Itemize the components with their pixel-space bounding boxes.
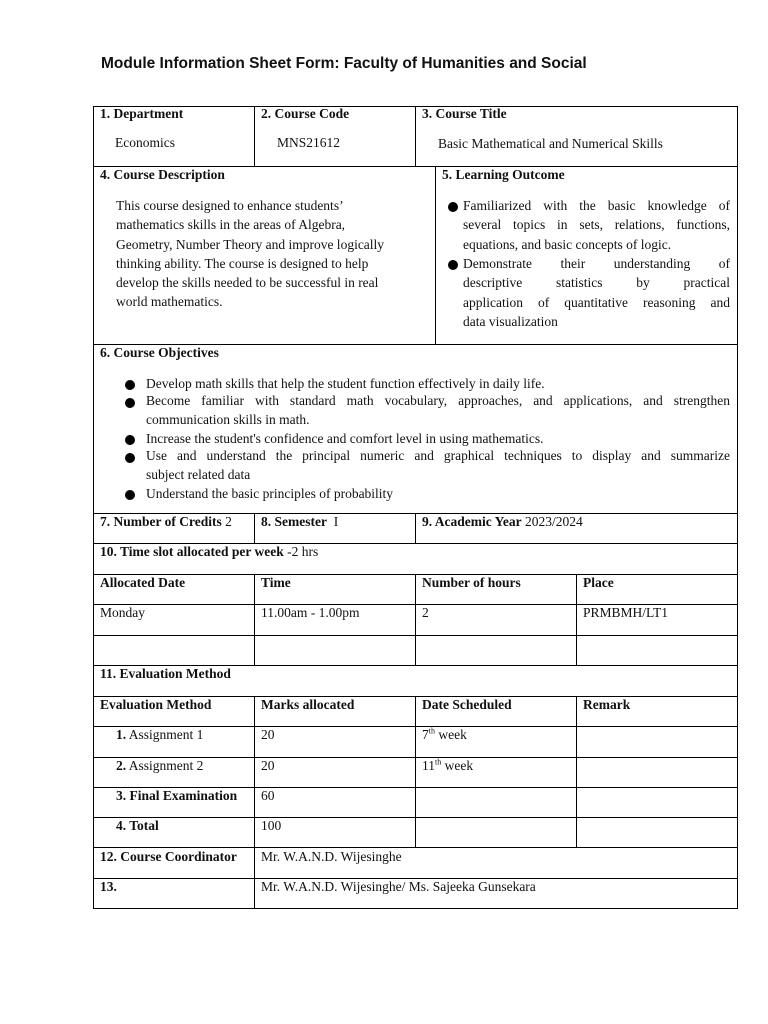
time-slot-value: -2 hrs	[287, 544, 319, 559]
semester-value: I	[333, 514, 339, 529]
evaluation-row-name: Total	[129, 818, 159, 833]
evaluation-row-number: 4.	[116, 818, 127, 833]
evaluation-row-method	[116, 816, 159, 835]
schedule-header-hours: Number of hours	[422, 575, 521, 590]
time-slot-cell	[100, 542, 318, 561]
course-code-label: 2. Course Code	[261, 106, 350, 121]
objective-item: Understand the basic principles of probability	[146, 486, 394, 501]
course-title-label: 3. Course Title	[422, 106, 507, 121]
description-line: develop the skills needed to be successful in real	[116, 275, 379, 291]
bullet-icon	[448, 260, 458, 270]
time-slot-label: 10. Time slot allocated per week	[100, 544, 284, 559]
bullet-icon	[125, 490, 135, 500]
learning-outcome-item: Demonstrate their understanding of descriptive statistics by practical application of quantitative reasoning and data visualization	[463, 256, 730, 329]
evaluation-row-marks: 20	[261, 727, 275, 742]
evaluation-row-number: 2.	[116, 758, 127, 773]
evaluation-row-name: Assignment 2	[128, 758, 204, 773]
objective-item: Use and understand the principal numeric and graphical techniques to display and summarize subject related data	[146, 448, 730, 482]
coordinator-label: 12. Course Coordinator	[100, 849, 237, 864]
bullet-icon	[125, 380, 135, 390]
schedule-header-time: Time	[261, 575, 291, 590]
course-description-label: 4. Course Description	[100, 167, 225, 182]
evaluation-header-date: Date Scheduled	[422, 697, 512, 712]
semester-label: 8. Semester	[261, 514, 327, 529]
semester-cell	[261, 512, 338, 531]
evaluation-row-method	[116, 756, 203, 775]
lecturers-value: Mr. W.A.N.D. Wijesinghe/ Ms. Sajeeka Gunsekara	[261, 879, 536, 894]
course-code-value: MNS21612	[277, 135, 341, 150]
learning-outcome-item: Familiarized with the basic knowledge of several topics in sets, relations, functions, equations, and basic concepts of logic.	[463, 198, 730, 252]
evaluation-row-date: 7th week	[422, 726, 467, 742]
evaluation-row-number: 1.	[116, 727, 127, 742]
evaluation-row-method	[116, 725, 203, 744]
lecturers-label: 13.	[100, 879, 117, 894]
evaluation-row-name: Final Examination	[129, 788, 238, 803]
schedule-header-date: Allocated Date	[100, 575, 186, 590]
objective-item: Develop math skills that help the student function effectively in daily life.	[146, 376, 545, 391]
academic-year-cell	[422, 512, 583, 531]
evaluation-row-marks: 60	[261, 788, 275, 803]
credits-value: 2	[225, 514, 232, 529]
evaluation-row-method	[116, 786, 237, 805]
academic-year-label: 9. Academic Year	[422, 514, 522, 529]
schedule-cell-date: Monday	[100, 605, 145, 620]
evaluation-header-marks: Marks allocated	[261, 697, 355, 712]
learning-outcome-label: 5. Learning Outcome	[442, 167, 565, 182]
objective-item: Increase the student's confidence and comfort level in using mathematics.	[146, 431, 544, 446]
description-line: This course designed to enhance students’	[116, 198, 344, 213]
course-objectives-label: 6. Course Objectives	[100, 345, 219, 360]
bullet-icon	[125, 398, 135, 408]
schedule-cell-place: PRMBMH/LT1	[583, 605, 669, 620]
credits-label: 7. Number of Credits	[100, 514, 222, 529]
evaluation-row-date: 11th week	[422, 757, 474, 773]
bullet-icon	[125, 435, 135, 445]
bullet-icon	[125, 453, 135, 463]
academic-year-value: 2023/2024	[524, 514, 583, 529]
page-title: Module Information Sheet Form: Faculty of Humanities and Social	[101, 55, 587, 72]
evaluation-row-number: 3.	[116, 788, 127, 803]
evaluation-header-method: Evaluation Method	[100, 697, 212, 712]
course-title-value: Basic Mathematical and Numerical Skills	[438, 136, 663, 151]
description-line: thinking ability. The course is designed to help	[116, 255, 369, 271]
schedule-cell-hours: 2	[422, 605, 429, 620]
evaluation-header-remark: Remark	[583, 697, 631, 712]
evaluation-label: 11. Evaluation Method	[100, 666, 231, 681]
description-line: mathematics skills in the areas of Algebra,	[116, 217, 346, 233]
evaluation-row-name: Assignment 1	[128, 727, 204, 742]
description-line: Geometry, Number Theory and improve logically	[116, 236, 385, 252]
bullet-icon	[448, 202, 458, 212]
department-value: Economics	[115, 135, 175, 150]
coordinator-value: Mr. W.A.N.D. Wijesinghe	[261, 849, 402, 864]
course-description-text	[116, 196, 431, 312]
schedule-cell-time: 11.00am - 1.00pm	[261, 605, 360, 620]
description-line: world mathematics.	[116, 294, 223, 310]
evaluation-row-marks: 100	[261, 818, 282, 833]
objective-item: Become familiar with standard math vocabulary, approaches, and applications, and strengthen communication skills in math.	[146, 393, 730, 427]
schedule-header-place: Place	[583, 575, 614, 590]
evaluation-row-marks: 20	[261, 758, 275, 773]
department-label: 1. Department	[100, 106, 184, 121]
credits-cell	[100, 512, 232, 531]
